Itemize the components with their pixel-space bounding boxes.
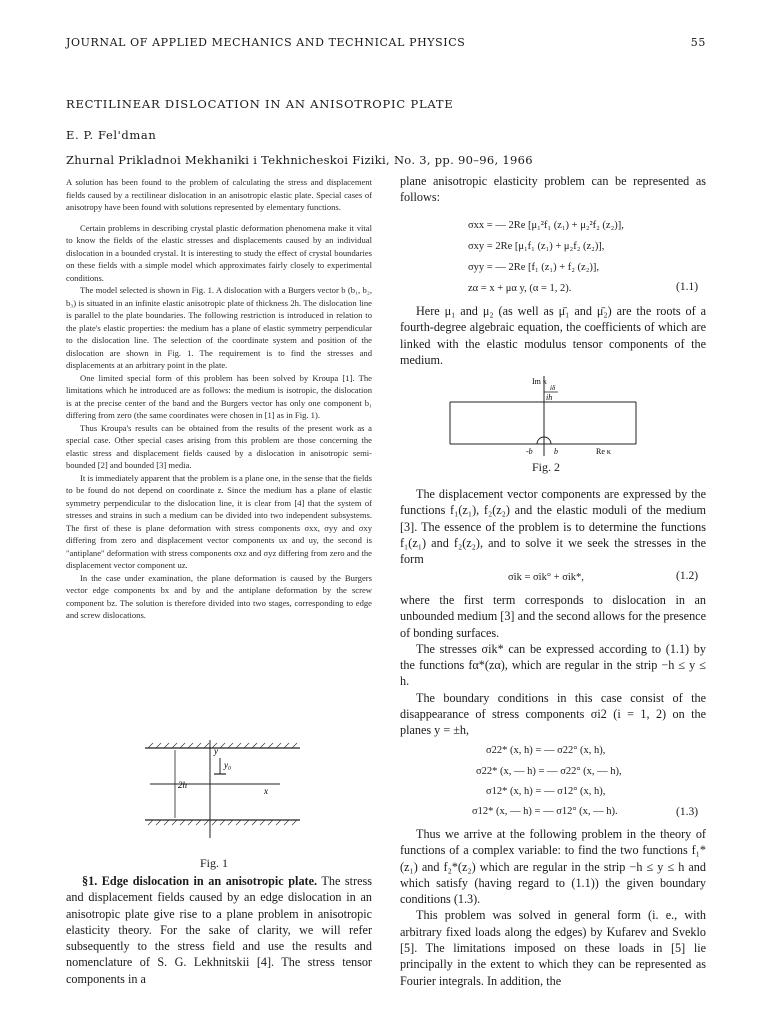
paragraph: Here μ₁ and μ₂ (as well as μ̄₁ and μ̄₂) are the roots of a fourth-degree algebraic equation, the coefficients of which are linked with the elastic modulus tensor components of the medium.: [400, 304, 706, 367]
abstract: A solution has been found to the problem of calculating the stress and displacement fields caused by a rectilinear dislocation in an anisotropic elastic plate. Special cases of anisotropy have been found with solutions represented by elementary functions.: [66, 177, 372, 212]
figure-2-caption: Fig. 2: [532, 460, 561, 474]
running-header: [66, 36, 706, 49]
fig1-label-2h: 2h: [178, 780, 187, 790]
paragraph: This problem was solved in general form (i. e., with arbitrary fixed loads along the edges) by Kufarev and Sveklo [5]. The limitations imposed on these loads in [5] lie principally in the extent to which they can be represented as Fourier integrals. In addition, the: [400, 908, 706, 988]
fig2-label-ih: ih: [546, 393, 553, 402]
equation-2-number: (1.2): [676, 570, 699, 582]
equation-3-number: (1.3): [676, 806, 699, 818]
fig1-label-y: y: [214, 746, 218, 756]
right-para-terms: [400, 592, 706, 739]
fig1-label-y0: y₀: [224, 760, 232, 770]
fig2-label-im: Im κ: [532, 377, 547, 386]
equation-1-line: σyy = — 2Re [f₁ (z₁) + f₂ (z₂)],: [468, 262, 599, 273]
equation-3-line: σ22* (x, h) = — σ22° (x, h),: [486, 745, 606, 756]
fig2-label-b: b: [554, 447, 558, 456]
equation-2: σik = σik° + σik*,: [508, 572, 584, 583]
paragraph: The model selected is shown in Fig. 1. A dislocation with a Burgers vector b (b₁, b₂, b₃) is situated in an infinite elastic anisotropic plate of thickness 2h. The dislocation line is parallel to the plate boundaries. The following restriction is introduced in relation to the plate's elastic properties: the medium has a plane of elastic symmetry perpendicular to the dislocation line. The selection of the coordinate system and position of the dislocation are shown in Fig. 1. The requirement is to find the stresses and displacements at an arbitrary point in the plate.: [66, 285, 372, 370]
page-number: 55: [690, 36, 706, 49]
paragraph: plane anisotropic elasticity problem can be represented as follows:: [400, 174, 706, 205]
fig2-label-re: Re κ: [596, 447, 611, 456]
right-para-displacement: [400, 486, 706, 567]
fig2-label-minus-b: -b: [526, 447, 533, 456]
equation-1-number: (1.1): [676, 281, 699, 293]
left-column-text: [66, 176, 372, 622]
paragraph: The displacement vector components are expressed by the functions f₁(z₁), f₂(z₂) and the elastic moduli of the medium [3]. The essence of the problem is to determine the functions f₁(z₁) and f₂(z₂), and to solve it we seek the stresses in the form: [400, 487, 706, 567]
paragraph: In the case under examination, the plane deformation is caused by the Burgers vector edge components bx and by and the antiplane deformation by the screw component bz. The solution is therefore divided into two stages, corresponding to edge and screw dislocations.: [66, 572, 372, 620]
paragraph: The stresses σik* can be expressed according to (1.1) by the functions fα*(zα), which are regular in the strip −h ≤ y ≤ h.: [400, 641, 706, 689]
paragraph: Thus Kroupa's results can be obtained from the results of the present work as a special case. Other special cases arising from this problem are those concerning the elastic stress and displacement fields caused by a dislocation in anisotropic semi-bounded [2] and bounded [3] media.: [66, 422, 372, 470]
article-author: E. P. Fel'dman: [66, 128, 157, 142]
equation-1-line: σxx = — 2Re [μ₁²f₁ (z₁) + μ₂²f₂ (z₂)],: [468, 220, 624, 231]
paragraph: Certain problems in describing crystal plastic deformation phenomena make it vital to know the fields of the elastic stresses and displacements caused by an individual dislocation in a bounded crystal. It is interesting to study the effect of crystal boundaries on these fields with a simple model which approximates fairly closely to experimental conditions.: [66, 222, 372, 283]
fig2-label-idelta: iδ: [550, 384, 556, 392]
paragraph: One limited special form of this problem has been solved by Kroupa [1]. The limitations which he introduced are as follows: the medium is isotropic, the dislocation is at the precise center of the band and the Burgers vector has only one component b₁ differing from zero (the same coordinates were chosen in [1] as in Fig. 1).: [66, 372, 372, 420]
paragraph: Thus we arrive at the following problem in the theory of functions of a complex variable: to find the two functions f₁*(z₁) and f₂*(z₂) which are regular in the strip −h ≤ y ≤ h and which satisfy (having regard to (1.1)) the given boundary conditions (1.3).: [400, 827, 706, 907]
paragraph: The boundary conditions in this case consist of the disappearance of stress components σi2 (i = 1, 2) on the planes y = ±h,: [400, 690, 706, 738]
journal-name: JOURNAL OF APPLIED MECHANICS AND TECHNICAL PHYSICS: [66, 36, 466, 49]
section-1: [66, 873, 372, 987]
right-para-roots: [400, 303, 706, 368]
right-intro: [400, 173, 706, 206]
section-heading: §1. Edge dislocation in an anisotropic plate.: [82, 874, 318, 888]
figure-2: [446, 372, 646, 458]
equation-1-line: zα = x + μα y, (α = 1, 2).: [468, 283, 572, 294]
figure-1-caption: Fig. 1: [200, 856, 229, 870]
equation-1-line: σxy = 2Re [μ₁f₁ (z₁) + μ₂f₂ (z₂)],: [468, 241, 605, 252]
equation-3-line: σ22* (x, — h) = — σ22° (x, — h),: [476, 766, 622, 777]
article-citation: Zhurnal Prikladnoi Mekhaniki i Tekhnicheskoi Fiziki, No. 3, pp. 90–96, 1966: [66, 153, 533, 167]
section-text: The stress and displacement fields caused by an edge dislocation in an anisotropic plate give rise to a plane problem in anisotropic elasticity theory. For the sake of clarity, we will refer subsequently to the stress field and use the results and nomenclature of S. G. Lekhnitskii [4]. The stress tensor components in a: [66, 874, 373, 986]
equation-3-line: σ12* (x, h) = — σ12° (x, h),: [486, 786, 606, 797]
equation-3-line: σ12* (x, — h) = — σ12° (x, — h).: [472, 806, 618, 817]
figure-1: [140, 738, 310, 848]
article-title: RECTILINEAR DISLOCATION IN AN ANISOTROPIC PLATE: [66, 97, 454, 111]
fig1-label-x: x: [264, 786, 268, 796]
right-para-final: [400, 826, 706, 989]
paragraph: It is immediately apparent that the problem is a plane one, in the sense that the fields to be found do not depend on coordinate z. Since the medium has a plane of elastic symmetry perpendicular to the dislocation line, it is clear from [4] that the system of stresses and strains in such a medium can be divided into two independent subsystems. The first of these is plane deformation with stress components σxx, σyy and σxy differing from zero and displacement vector components ux and uy, the second is "antiplane" deformation with stress components σxz and σyz differing from zero and the displacement vector component uz.: [66, 472, 372, 570]
paragraph: where the first term corresponds to dislocation in an unbounded medium [3] and the second allows for the presence of bonding surfaces.: [400, 593, 706, 640]
